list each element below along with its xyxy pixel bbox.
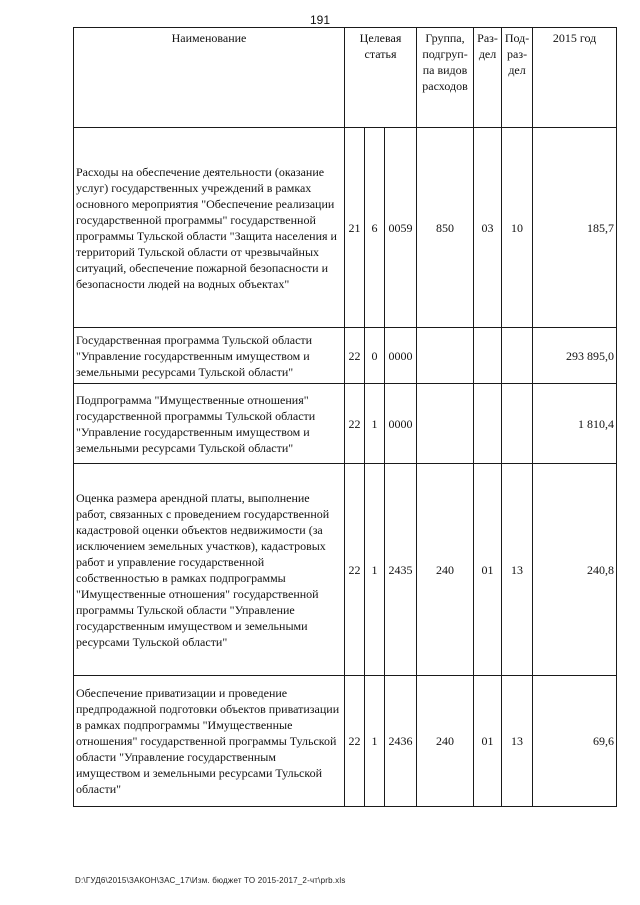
table-row: [74, 328, 617, 384]
row-subsection: 10: [502, 128, 533, 328]
row-target-program: 22: [345, 676, 365, 807]
row-name: Расходы на обеспечение деятельности (оказание услуг) государственных учреждений в рамках основного мероприятия "Обеспечение реализации государственной программы" государственной программы Тульской области "Защита населения и территорий Тульской области от чрезвычайных ситуаций, обеспечение пожарной безопасности и безопасности людей на водных объектах": [74, 128, 345, 328]
row-section: 01: [474, 676, 502, 807]
row-target-program: 22: [345, 384, 365, 464]
table-row: [74, 676, 617, 807]
row-name: Государственная программа Тульской области "Управление государственным имуществом и земельными ресурсами Тульской области": [74, 328, 345, 384]
row-section: 01: [474, 464, 502, 676]
row-target-code: 0000: [385, 384, 417, 464]
header-year: 2015 год: [533, 28, 617, 128]
row-amount: 185,7: [533, 128, 617, 328]
row-target-program: 22: [345, 328, 365, 384]
row-target-subprogram: 0: [365, 328, 385, 384]
file-path-footer: D:\ГУД6\2015\ЗАКОН\ЗАС_17\Изм. бюджет ТО 2015-2017_2-чт\prb.xls: [75, 876, 346, 885]
row-subsection: [502, 328, 533, 384]
header-expense-group: Группа, подгруп- па видов расходов: [417, 28, 474, 128]
table-row: [74, 128, 617, 328]
page-number: 191: [309, 13, 331, 27]
row-section: [474, 384, 502, 464]
header-target-article: Целевая статья: [345, 28, 417, 128]
table-row: [74, 384, 617, 464]
row-section: 03: [474, 128, 502, 328]
row-subsection: 13: [502, 464, 533, 676]
row-amount: 1 810,4: [533, 384, 617, 464]
table-header-row: [74, 28, 617, 128]
row-expense-group: 240: [417, 464, 474, 676]
row-amount: 240,8: [533, 464, 617, 676]
row-section: [474, 328, 502, 384]
row-amount: 293 895,0: [533, 328, 617, 384]
row-expense-group: [417, 384, 474, 464]
row-subsection: [502, 384, 533, 464]
row-target-code: 2436: [385, 676, 417, 807]
row-target-program: 22: [345, 464, 365, 676]
row-target-code: 2435: [385, 464, 417, 676]
table-row: [74, 464, 617, 676]
header-section: Раз- дел: [474, 28, 502, 128]
row-expense-group: [417, 328, 474, 384]
row-name: Обеспечение приватизации и проведение предпродажной подготовки объектов приватизации в рамках подпрограммы "Имущественные отношения" государственной программы Тульской области "Управление государственным имуществом и земельными ресурсами Тульской области": [74, 676, 345, 807]
budget-table: [73, 27, 617, 807]
row-subsection: 13: [502, 676, 533, 807]
row-expense-group: 850: [417, 128, 474, 328]
row-expense-group: 240: [417, 676, 474, 807]
row-target-subprogram: 1: [365, 676, 385, 807]
row-target-subprogram: 1: [365, 464, 385, 676]
row-target-subprogram: 6: [365, 128, 385, 328]
row-target-program: 21: [345, 128, 365, 328]
header-name: Наименование: [74, 28, 345, 128]
row-name: Подпрограмма "Имущественные отношения" государственной программы Тульской области "Управление государственным имуществом и земельными ресурсами Тульской области": [74, 384, 345, 464]
row-target-subprogram: 1: [365, 384, 385, 464]
header-subsection: Под- раз- дел: [502, 28, 533, 128]
row-name: Оценка размера арендной платы, выполнение работ, связанных с проведением государственной кадастровой оценки объектов недвижимости (за исключением земельных участков), кадастровых работ и управление государственной собственностью в рамках подпрограммы "Имущественные отношения" государственной программы Тульской области "Управление государственным имуществом и земельными ресурсами Тульской области": [74, 464, 345, 676]
row-target-code: 0000: [385, 328, 417, 384]
row-amount: 69,6: [533, 676, 617, 807]
row-target-code: 0059: [385, 128, 417, 328]
